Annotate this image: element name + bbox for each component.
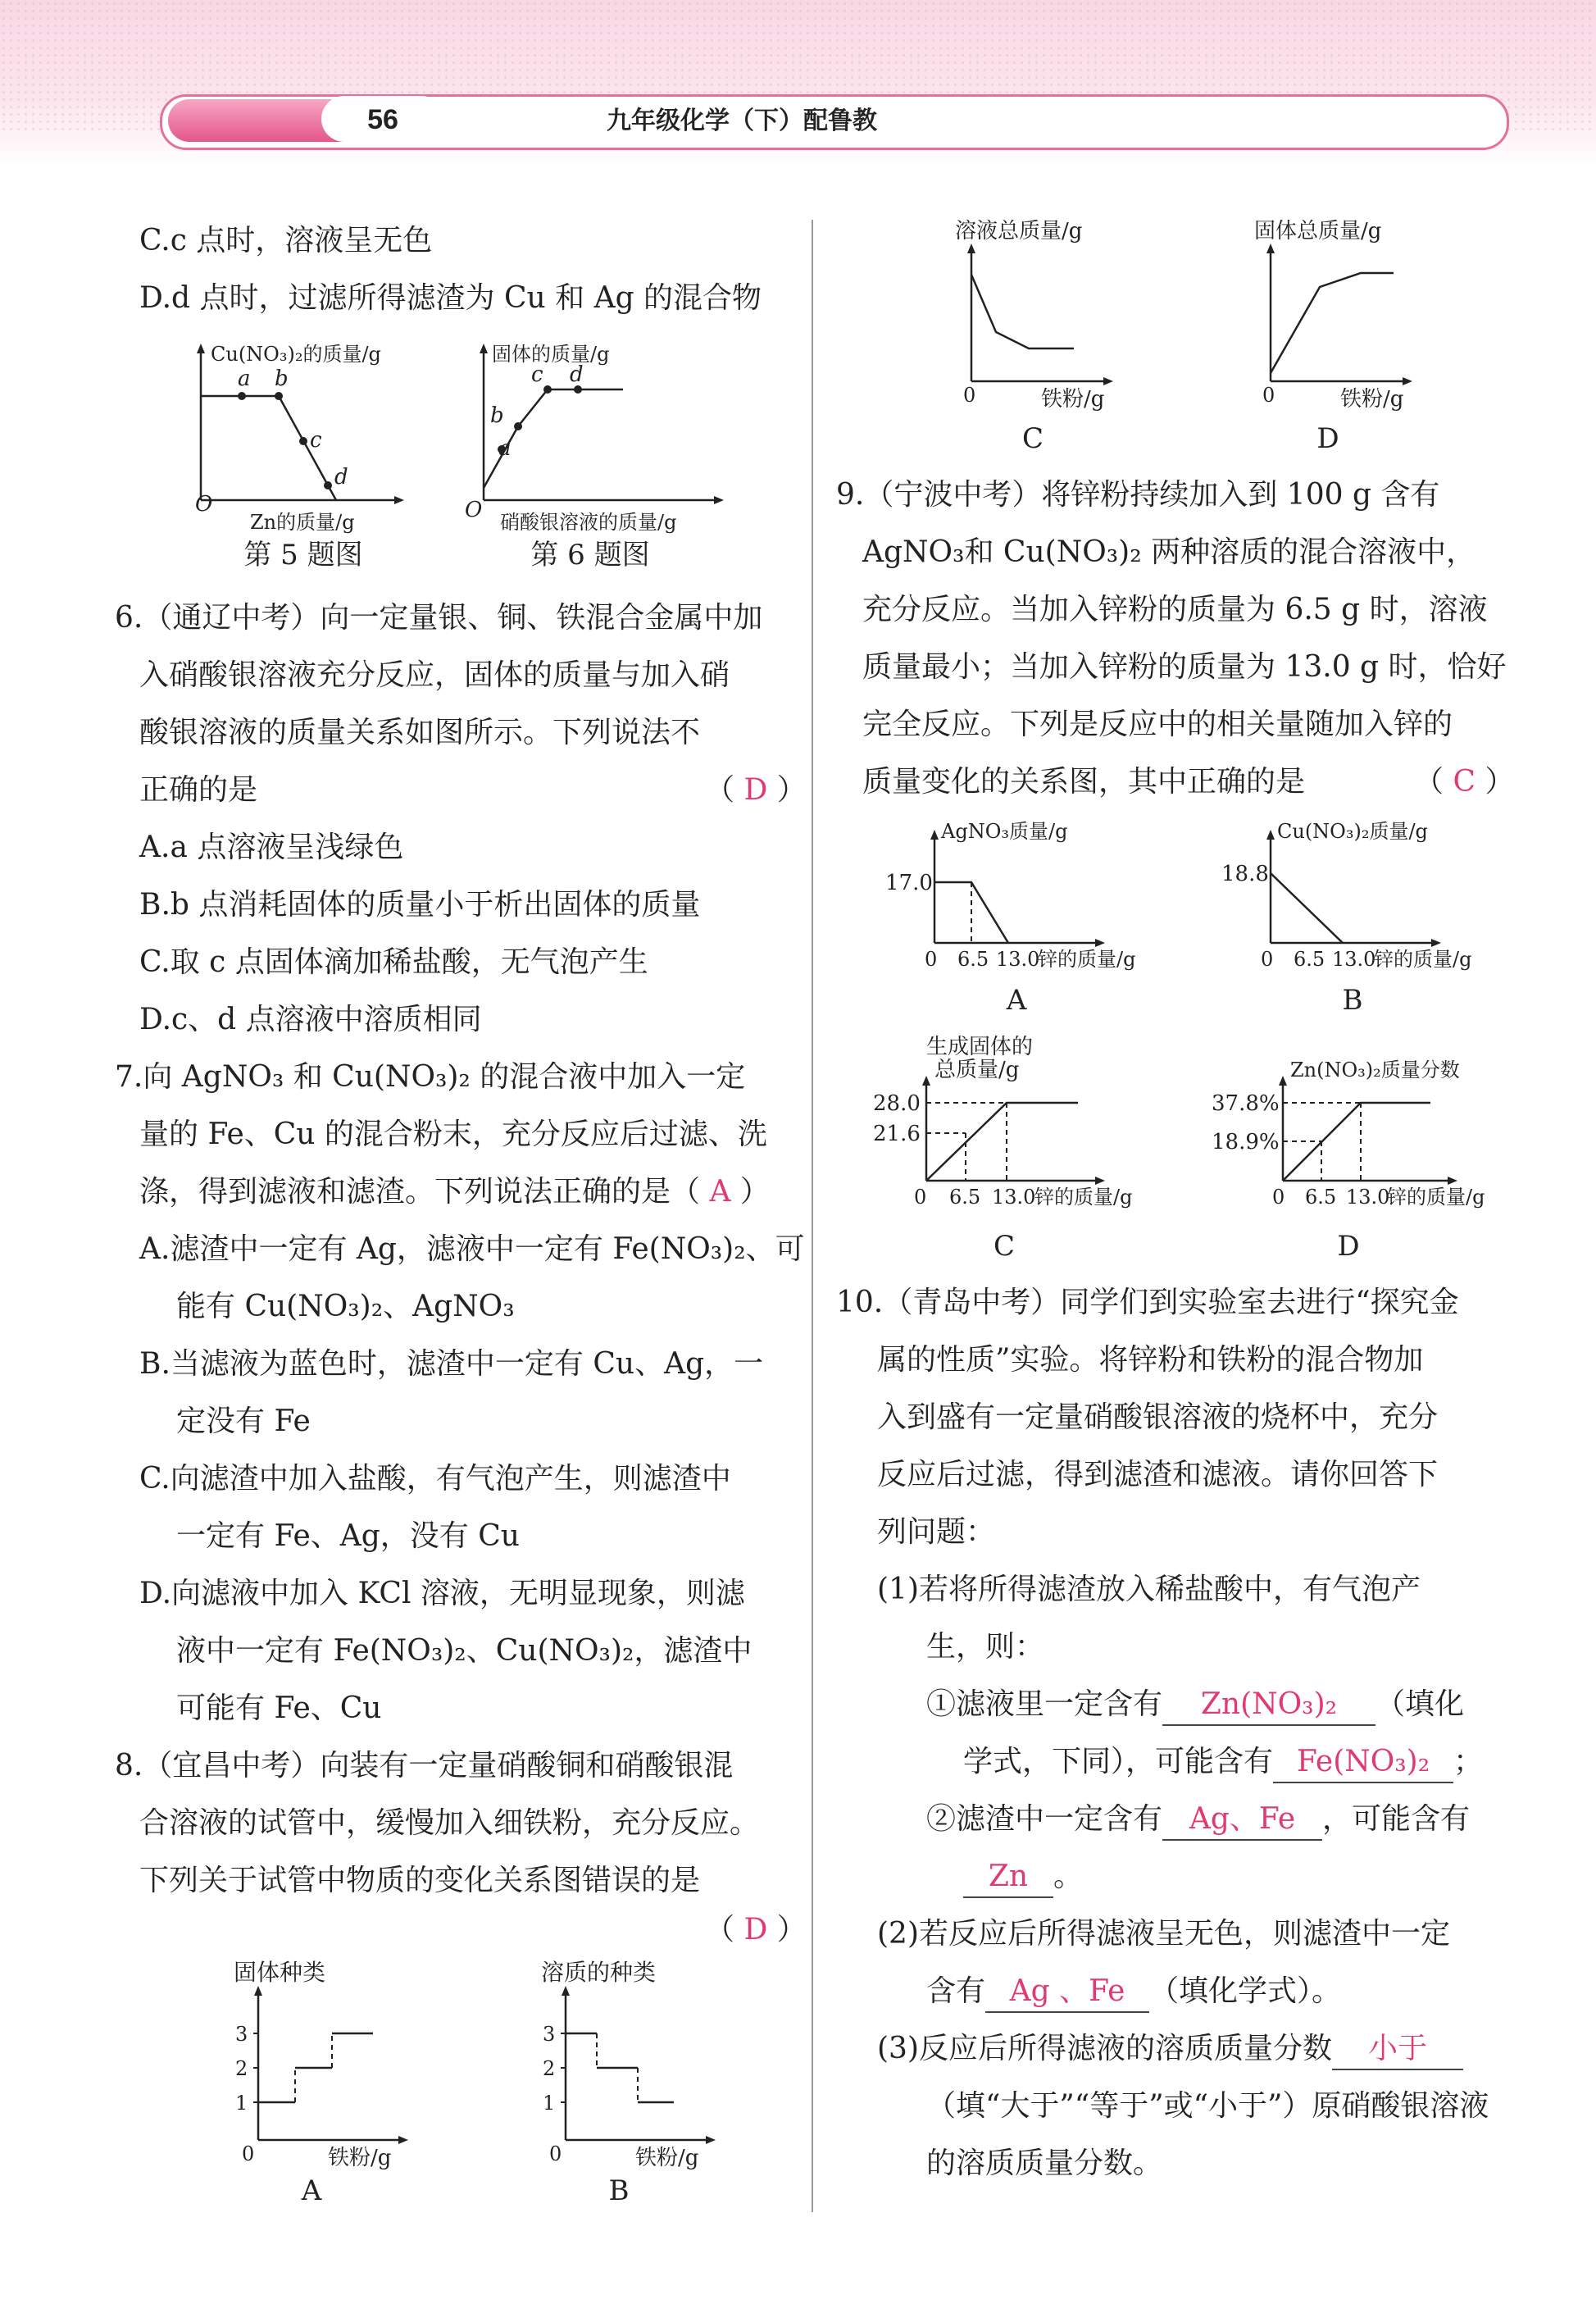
q8-fig-a-origin: 0 xyxy=(242,2142,255,2165)
q7-line-1: 7.向 AgNO₃ 和 Cu(NO₃)₂ 的混合液中加入一定 xyxy=(115,1060,746,1094)
q8-answer-letter: D xyxy=(743,1913,768,1946)
q9-line-3: 充分反应。当加入锌粉的质量为 6.5 g 时，溶液 xyxy=(862,593,1488,626)
q9-fig-c-x0: 0 xyxy=(914,1186,927,1209)
q8-fig-a-xlabel: 铁粉/g xyxy=(328,2146,392,2170)
q8-fig-c-ylabel: 溶液总质量/g xyxy=(955,219,1083,244)
q8-fig-c-origin: 0 xyxy=(963,384,976,407)
q9-fig-a-yvalue: 17.0 xyxy=(885,871,933,895)
q10-part1-q1 xyxy=(926,1685,1464,1726)
fig6-point-a: a xyxy=(498,436,512,461)
q6-answer: （ D ） xyxy=(705,773,807,807)
q9-fig-c-yvalue-2: 21.6 xyxy=(873,1122,921,1146)
q8-fig-a-tick-3: 3 xyxy=(235,2023,248,2046)
q8-line-2: 合溶液的试管中，缓慢加入细铁粉，充分反应。 xyxy=(139,1806,760,1840)
q8-fig-c-caption: C xyxy=(1021,422,1044,455)
q10-p1b-post: ； xyxy=(1453,1745,1484,1778)
q10-part3-line-3: 的溶质质量分数。 xyxy=(926,2147,1163,2180)
q7-option-b-2: 定没有 Fe xyxy=(176,1405,311,1438)
q10-p1c-post: ，可能含有 xyxy=(1322,1802,1471,1836)
q9-fig-b-chart xyxy=(1213,820,1492,984)
q8-fig-a-tick-2: 2 xyxy=(235,2057,248,2080)
q9-fig-a-x2: 13.0 xyxy=(996,948,1040,971)
q9-answer-letter: C xyxy=(1453,765,1476,799)
q7-option-d-3: 可能有 Fe、Cu xyxy=(176,1691,382,1725)
q10-p1b-pre: 学式，下同），可能含有 xyxy=(963,1745,1274,1778)
q5-option-c: C.c 点时，溶液呈无色 xyxy=(139,224,433,257)
q9-fig-a-x0: 0 xyxy=(925,948,938,971)
q9-line-2: AgNO₃和 Cu(NO₃)₂ 两种溶质的混合溶液中， xyxy=(862,535,1476,569)
fig5-point-a: a xyxy=(238,367,251,391)
q7-option-d-2: 液中一定有 Fe(NO₃)₂、Cu(NO₃)₂，滤渣中 xyxy=(176,1634,753,1668)
q10-line-3: 入到盛有一定量硝酸银溶液的烧杯中，充分 xyxy=(877,1400,1439,1434)
fig5-caption: 第 5 题图 xyxy=(243,539,363,571)
fig6-caption: 第 6 题图 xyxy=(530,539,650,571)
q8-fig-d-ylabel: 固体总质量/g xyxy=(1254,219,1382,244)
q9-fig-b-xlabel: 锌的质量/g xyxy=(1374,948,1472,971)
q9-fig-b-yvalue: 18.8 xyxy=(1221,862,1269,886)
q10-p1a-answer: Zn(NO₃)₂ xyxy=(1162,1685,1375,1726)
fig5-xlabel: Zn的质量/g xyxy=(250,511,355,534)
q8-line-3: 下列关于试管中物质的变化关系图错误的是 xyxy=(139,1864,701,1897)
q7-option-c-2: 一定有 Fe、Ag，没有 Cu xyxy=(176,1519,520,1553)
q10-part1-q2 xyxy=(926,1800,1470,1841)
q10-line-5: 列问题： xyxy=(877,1515,996,1549)
fig5-chart xyxy=(172,340,418,537)
q8-fig-b-chart xyxy=(533,1959,746,2173)
q9-fig-d-yvalue-2: 18.9% xyxy=(1212,1130,1280,1154)
q9-fig-d-x1: 6.5 xyxy=(1305,1186,1337,1209)
q9-fig-b-caption: B xyxy=(1342,984,1363,1017)
q7-option-a-2: 能有 Cu(NO₃)₂、AgNO₃ xyxy=(176,1290,515,1323)
q10-p1d-post: 。 xyxy=(1053,1860,1084,1893)
q9-fig-c-ylabel-1: 生成固体的 xyxy=(926,1035,1034,1059)
q10-p1b-answer: Fe(NO₃)₂ xyxy=(1273,1742,1453,1783)
q6-option-c: C.取 c 点固体滴加稀盐酸，无气泡产生 xyxy=(139,945,648,979)
q9-fig-c-ylabel-2: 总质量/g xyxy=(934,1058,1020,1082)
column-divider xyxy=(812,220,813,2212)
q8-fig-a-chart xyxy=(225,1959,439,2173)
q9-fig-d-x2: 13.0 xyxy=(1346,1186,1390,1209)
fig6-ylabel: 固体的质量/g xyxy=(492,343,610,366)
q8-fig-b-ylabel: 溶质的种类 xyxy=(541,1959,657,1986)
q10-line-1: 10.（青岛中考）同学们到实验室去进行“探究金 xyxy=(836,1286,1459,1319)
q10-p2-post: （填化学式）。 xyxy=(1149,1974,1342,2008)
q6-option-a: A.a 点溶液呈浅绿色 xyxy=(139,831,404,864)
q9-fig-b-x2: 13.0 xyxy=(1332,948,1376,971)
q7-option-b-1: B.当滤液为蓝色时，滤渣中一定有 Cu、Ag，一 xyxy=(139,1347,764,1381)
q8-fig-b-tick-1: 1 xyxy=(543,2092,556,2115)
q9-line-4: 质量最小；当加入锌粉的质量为 13.0 g 时，恰好 xyxy=(862,650,1507,684)
q9-line-5: 完全反应。下列是反应中的相关量随加入锌的 xyxy=(862,708,1453,741)
q9-fig-d-yvalue-1: 37.8% xyxy=(1212,1091,1280,1116)
q8-fig-d-caption: D xyxy=(1316,422,1339,455)
fig6-origin: O xyxy=(465,498,483,522)
q10-part1-q1-cont xyxy=(963,1742,1483,1783)
fig6-chart xyxy=(459,340,738,537)
fig5-origin: O xyxy=(195,492,213,517)
q9-line-6: 质量变化的关系图，其中正确的是 xyxy=(862,765,1306,799)
q9-fig-c-chart xyxy=(869,1037,1156,1222)
book-title: 九年级化学（下）配鲁教 xyxy=(607,107,877,135)
fig6-xlabel: 硝酸银溶液的质量/g xyxy=(500,511,677,534)
q8-fig-c-xlabel: 铁粉/g xyxy=(1041,387,1105,412)
q10-p1c-answer: Ag、Fe xyxy=(1162,1800,1322,1841)
q10-p3-pre: (3)反应后所得滤液的溶质质量分数 xyxy=(877,2032,1332,2065)
q10-part1-line-1: (1)若将所得滤渣放入稀盐酸中，有气泡产 xyxy=(877,1573,1421,1606)
fig5-point-d: d xyxy=(334,465,348,489)
q8-answer: （ D ） xyxy=(705,1913,807,1946)
q10-p1a-pre: ①滤液里一定含有 xyxy=(926,1687,1163,1721)
q7-answer: A xyxy=(709,1175,731,1209)
q9-fig-c-caption: C xyxy=(993,1230,1015,1263)
q7-option-a-1: A.滤渣中一定有 Ag，滤液中一定有 Fe(NO₃)₂、可 xyxy=(139,1232,805,1266)
q9-fig-c-x1: 6.5 xyxy=(949,1186,981,1209)
fig5-point-b: b xyxy=(275,367,289,391)
q9-line-1: 9.（宁波中考）将锌粉持续加入到 100 g 含有 xyxy=(836,478,1440,512)
q9-fig-a-chart xyxy=(877,820,1156,984)
q7-option-d-1: D.向滤液中加入 KCl 溶液，无明显现象，则滤 xyxy=(139,1577,745,1610)
q10-p3-answer: 小于 xyxy=(1332,2029,1463,2070)
q9-fig-d-chart xyxy=(1205,1037,1500,1222)
q9-fig-a-x1: 6.5 xyxy=(957,948,989,971)
q8-fig-d-xlabel: 铁粉/g xyxy=(1340,387,1404,412)
q9-fig-c-xlabel: 锌的质量/g xyxy=(1034,1186,1133,1209)
q10-p2-answer: Ag 、Fe xyxy=(985,1972,1149,2013)
q6-line-3: 酸银溶液的质量关系如图所示。下列说法不 xyxy=(139,716,701,749)
q8-fig-d-origin: 0 xyxy=(1262,384,1275,407)
q10-part3-line-1 xyxy=(877,2029,1463,2070)
q8-fig-b-xlabel: 铁粉/g xyxy=(635,2146,699,2170)
page-number: 56 xyxy=(321,96,444,142)
q7-option-c-1: C.向滤渣中加入盐酸，有气泡产生，则滤渣中 xyxy=(139,1462,731,1496)
q9-fig-b-x0: 0 xyxy=(1261,948,1274,971)
q5-option-d: D.d 点时，过滤所得滤渣为 Cu 和 Ag 的混合物 xyxy=(139,281,762,315)
q6-line-1: 6.（通辽中考）向一定量银、铜、铁混合金属中加 xyxy=(115,601,763,635)
q9-fig-c-x2: 13.0 xyxy=(992,1186,1036,1209)
q9-fig-b-ylabel: Cu(NO₃)₂质量/g xyxy=(1277,820,1428,843)
q6-answer-letter: D xyxy=(743,773,768,807)
q8-line-1: 8.（宜昌中考）向装有一定量硝酸铜和硝酸银混 xyxy=(115,1749,734,1782)
q9-answer: （ C ） xyxy=(1414,765,1515,799)
q8-fig-b-tick-3: 3 xyxy=(543,2023,556,2046)
fig5-ylabel: Cu(NO₃)₂的质量/g xyxy=(211,343,381,366)
q10-line-2: 属的性质”实验。将锌粉和铁粉的混合物加 xyxy=(877,1343,1424,1377)
q8-fig-b-origin: 0 xyxy=(549,2142,562,2165)
q9-fig-d-caption: D xyxy=(1337,1230,1360,1263)
q8-fig-a-caption: A xyxy=(301,2174,322,2207)
q7-line-2: 量的 Fe、Cu 的混合粉末，充分反应后过滤、洗 xyxy=(139,1118,767,1151)
q10-p1d-answer: Zn xyxy=(963,1857,1053,1898)
q10-part1-line-2: 生，则： xyxy=(926,1630,1045,1664)
fig6-point-b: b xyxy=(490,403,504,428)
q10-part2-line-1: (2)若反应后所得滤液呈无色，则滤渣中一定 xyxy=(877,1917,1450,1951)
q8-fig-c-chart xyxy=(951,217,1139,414)
q8-fig-a-ylabel: 固体种类 xyxy=(234,1959,326,1986)
q6-option-d: D.c、d 点溶液中溶质相同 xyxy=(139,1003,482,1036)
q9-fig-a-caption: A xyxy=(1006,984,1027,1017)
fig5-point-c: c xyxy=(310,428,322,453)
q10-p1a-post: （填化 xyxy=(1375,1687,1465,1721)
q10-line-4: 反应后过滤，得到滤渣和滤液。请你回答下 xyxy=(877,1458,1439,1491)
q10-part3-line-2: （填“大于”“等于”或“小于”）原硝酸银溶液 xyxy=(926,2089,1489,2123)
q6-line-4: 正确的是 xyxy=(139,773,258,807)
q8-fig-d-chart xyxy=(1250,217,1439,414)
q9-fig-a-ylabel: AgNO₃质量/g xyxy=(941,820,1068,843)
q9-fig-d-x0: 0 xyxy=(1272,1186,1285,1209)
q10-part2-line-2 xyxy=(926,1972,1341,2013)
q6-option-b: B.b 点消耗固体的质量小于析出固体的质量 xyxy=(139,888,701,922)
fig6-point-c: c xyxy=(531,362,543,387)
q9-fig-c-yvalue-1: 28.0 xyxy=(873,1091,921,1116)
q9-fig-d-xlabel: 锌的质量/g xyxy=(1387,1186,1485,1209)
q8-fig-a-tick-1: 1 xyxy=(235,2092,248,2115)
q10-p1c-pre: ②滤渣中一定含有 xyxy=(926,1802,1163,1836)
q9-fig-b-x1: 6.5 xyxy=(1294,948,1325,971)
q8-fig-b-tick-2: 2 xyxy=(543,2057,556,2080)
fig6-point-d: d xyxy=(570,362,584,387)
q6-line-2: 入硝酸银溶液充分反应，固体的质量与加入硝 xyxy=(139,658,730,692)
q10-part1-q2-cont xyxy=(963,1857,1083,1898)
q9-fig-a-xlabel: 锌的质量/g xyxy=(1038,948,1136,971)
q7-line-3: 涤，得到滤液和滤渣。下列说法正确的是（ A ） xyxy=(139,1175,770,1209)
q8-fig-b-caption: B xyxy=(608,2174,630,2207)
q9-fig-d-ylabel: Zn(NO₃)₂质量分数 xyxy=(1290,1059,1460,1081)
q10-p2-pre: 含有 xyxy=(926,1974,986,2008)
q7-line-3-text: 涤，得到滤液和滤渣。下列说法正确的是 xyxy=(139,1175,671,1209)
